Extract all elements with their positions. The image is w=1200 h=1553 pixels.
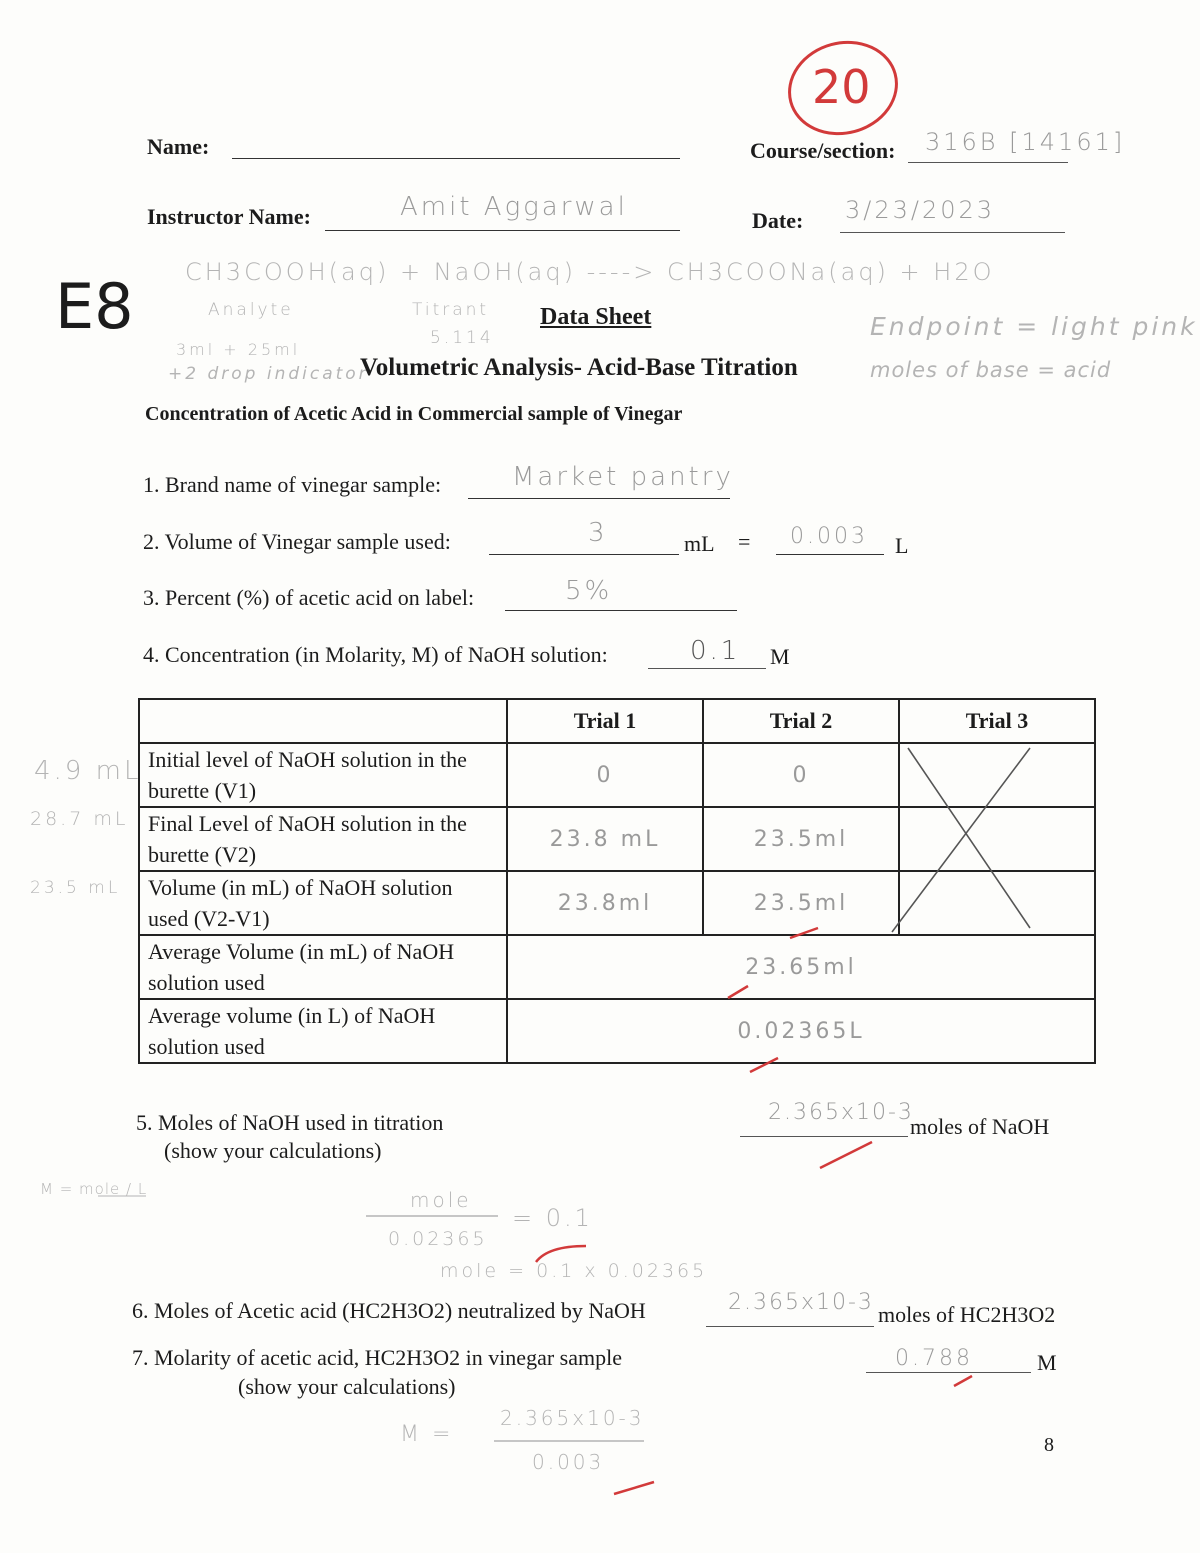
main-title: Volumetric Analysis- Acid-Base Titration [360,354,798,381]
q7-line [866,1372,1031,1373]
cell-text: 0 [792,763,810,788]
cell-text: 23.65ml [745,955,857,980]
row-label: Average Volume (in mL) of NaOH solution used [139,935,507,999]
cell-avg-ml[interactable] [507,935,1095,999]
cell-text: 0 [596,763,614,788]
margin-note-1: 4.9 mL [34,756,142,786]
q7-calc-den: 0.003 [532,1450,605,1474]
cell-text: 23.8 mL [549,827,661,852]
name-label: Name: [147,134,210,159]
margin-label: E8 [55,270,134,343]
q3-label: 3. Percent (%) of acetic acid on label: [143,585,475,610]
cell-volume-trial3[interactable] [899,871,1095,935]
q2-unit-ml: mL [684,531,715,556]
cell-initial-trial1[interactable] [507,743,703,807]
table-row [139,935,1095,999]
date-label: Date: [752,208,804,233]
course-label: Course/section: [750,138,896,163]
q7-answer: 0.788 [895,1346,973,1371]
row-label: Average volume (in L) of NaOH solution used [139,999,507,1063]
cell-text: 0.02365L [737,1019,865,1044]
q5-calc-line2: mole = 0.1 x 0.02365 [440,1260,708,1282]
cell-text: 23.8ml [557,891,653,916]
q7-unit: M [1037,1350,1057,1375]
cell-text: 23.5ml [753,827,849,852]
q4-line [648,668,766,669]
q7-label: 7. Molarity of acetic acid, HC2H3O2 in vinegar sample [132,1345,622,1370]
cell-initial-trial2[interactable] [703,743,899,807]
indicator-note: +2 drop indicator [168,364,369,384]
red-check-mark [820,1142,872,1168]
row-label: Volume (in mL) of NaOH solution used (V2-V1) [139,871,507,935]
date-value: 3/23/2023 [845,196,996,224]
q2-line [489,554,679,555]
q2-value: 3 [588,518,608,548]
cell-final-trial2[interactable] [703,807,899,871]
q5-line [740,1136,908,1137]
date-line [840,232,1065,233]
q2-label: 2. Volume of Vinegar sample used: [143,529,451,554]
margin-note-2: 28.7 mL [30,808,129,830]
q5-calc-den: 0.02365 [388,1228,488,1250]
q5-sub: (show your calculations) [164,1138,382,1163]
q2-value-l: 0.003 [790,524,868,549]
red-check-mark [614,1482,654,1494]
q4-unit: M [770,644,790,669]
row-label: Initial level of NaOH solution in the burette (V1) [139,743,507,807]
q1-label: 1. Brand name of vinegar sample: [143,472,442,497]
q5-label: 5. Moles of NaOH used in titration [136,1110,444,1135]
page-number: 8 [1044,1434,1054,1456]
data-sheet-title: Data Sheet [540,304,652,330]
grade-mark: 20 [812,60,871,114]
instructor-label: Instructor Name: [147,204,311,229]
q5-formula: M = mole / L [40,1180,148,1198]
equation-note: CH3COOH(aq) + NaOH(aq) ----> CH3COONa(aq) + H2O [185,258,995,286]
cell-final-trial1[interactable] [507,807,703,871]
q3-value: 5% [565,576,613,606]
endpoint-note: Endpoint = light pink [870,312,1198,341]
q6-answer: 2.365x10-3 [728,1290,874,1315]
cell-text: 23.5ml [753,891,849,916]
q1-line [468,498,730,499]
name-line[interactable] [232,158,680,159]
q6-label: 6. Moles of Acetic acid (HC2H3O2) neutralized by NaOH [132,1298,646,1323]
q6-unit: moles of HC2H3O2 [878,1302,1056,1327]
table-row [139,871,1095,935]
q2-line-l [776,554,884,555]
q7-calc-num: 2.365x10-3 [500,1406,645,1430]
table-header-blank [139,699,507,743]
instructor-value: Amit Aggarwal [400,192,628,222]
cell-initial-trial3[interactable] [899,743,1095,807]
table-header-row [139,699,1095,743]
sample-amount-note: 3ml + 25ml [176,340,301,359]
cell-volume-trial2[interactable] [703,871,899,935]
titrant-id-note: 5.114 [430,328,494,348]
q7-calc-lhs: M = [400,1422,454,1447]
q5-answer: 2.365x10-3 [768,1100,914,1125]
instructor-line [325,230,680,231]
q6-line [706,1326,874,1327]
titration-table [138,698,1096,1064]
q7-sub: (show your calculations) [238,1374,456,1399]
q3-line [505,610,737,611]
table-row [139,743,1095,807]
course-line [908,162,1068,163]
analyte-note: Analyte [208,300,294,320]
margin-note-3: 23.5 mL [30,878,121,898]
subtitle: Concentration of Acetic Acid in Commercial sample of Vinegar [145,403,683,425]
table-header-trial1: Trial 1 [507,699,703,743]
table-row [139,807,1095,871]
q2-equals: = [738,529,751,554]
q1-value: Market pantry [512,462,734,492]
q2-unit-l: L [895,533,909,558]
titrant-note: Titrant [412,300,490,320]
row-label: Final Level of NaOH solution in the burette (V2) [139,807,507,871]
table-row [139,999,1095,1063]
moles-note: moles of base = acid [870,358,1112,382]
table-header-trial2: Trial 2 [703,699,899,743]
q4-label: 4. Concentration (in Molarity, M) of NaOH solution: [143,642,608,667]
q5-calc-eq: = 0.1 [512,1204,593,1232]
q5-calc-num: mole [410,1188,472,1212]
cell-volume-trial1[interactable] [507,871,703,935]
q4-value: 0.1 [690,636,741,666]
red-check-mark [954,1376,972,1386]
q5-unit: moles of NaOH [910,1114,1050,1139]
table-header-trial3: Trial 3 [899,699,1095,743]
course-value: 316B [14161] [925,128,1126,156]
cell-final-trial3[interactable] [899,807,1095,871]
cell-avg-l[interactable] [507,999,1095,1063]
